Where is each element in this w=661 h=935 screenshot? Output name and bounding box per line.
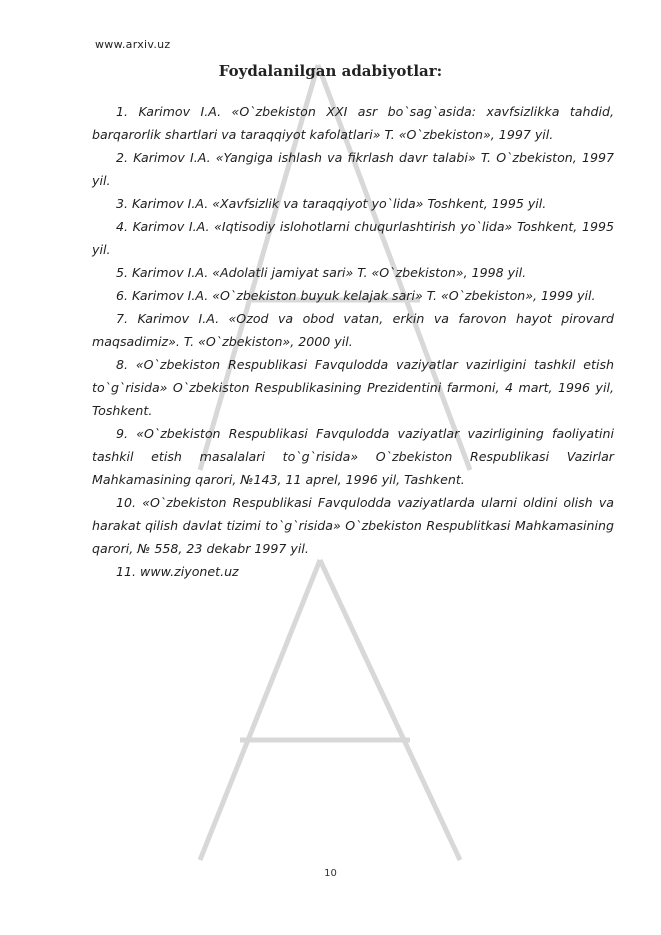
reference-item: 5. Karimov I.A. «Adolatli jamiyat sari» T. «O`zbekiston», 1998 yil. xyxy=(116,265,527,280)
watermark-base-left xyxy=(200,560,320,860)
reference-item: 7. Karimov I.A. «Ozod va obod vatan, erkin va farovon hayot pirovard maqsadimiz». T. «O`zbekiston», 2000 yil. xyxy=(92,311,614,349)
reference-item: 9. «O`zbekiston Respublikasi Favqulodda vaziyatlar vazirligining faoliyatini tashkil etish masalalari to`g`risida» O`zbekiston Respublikasi Vazirlar Mahkamasining qarori, №143, 11 aprel, 1996 yil, Tashkent. xyxy=(92,426,614,487)
site-url: www.arxiv.uz xyxy=(95,38,171,51)
page-number: 10 xyxy=(324,868,337,879)
reference-item: 3. Karimov I.A. «Xavfsizlik va taraqqiyot yo`lida» Toshkent, 1995 yil. xyxy=(116,196,547,211)
reference-item: 4. Karimov I.A. «Iqtisodiy islohotlarni chuqurlashtirish yo`lida» Toshkent, 1995 yil. xyxy=(92,219,614,257)
watermark-base-right xyxy=(320,560,460,860)
reference-item: 1. Karimov I.A. «O`zbekiston XXI asr bo`sag`asida: xavfsizlikka tahdid, barqarorlik shartlari va taraqqiyot kafolatlari» T. «O`zbekiston», 1997 yil. xyxy=(92,104,614,142)
reference-list xyxy=(92,100,614,583)
reference-item: 8. «O`zbekiston Respublikasi Favqulodda vaziyatlar vazirligini tashkil etish to`g`risida» O`zbekiston Respublikasining Prezidentini farmoni, 4 mart, 1996 yil, Toshkent. xyxy=(92,357,614,418)
reference-item: 2. Karimov I.A. «Yangiga ishlash va fikrlash davr talabi» T. O`zbekiston, 1997 yil. xyxy=(92,150,614,188)
page-title: Foydalanilgan adabiyotlar: xyxy=(218,62,443,80)
reference-item-link[interactable]: 11. www.ziyonet.uz xyxy=(116,564,239,579)
reference-item: 10. «O`zbekiston Respublikasi Favqulodda vaziyatlarda ularni oldini olish va harakat qilish davlat tizimi to`g`risida» O`zbekiston Respublitkasi Mahkamasining qarori, № 558, 23 dekabr 1997 yil. xyxy=(92,495,614,556)
reference-item: 6. Karimov I.A. «O`zbekiston buyuk kelajak sari» T. «O`zbekiston», 1999 yil. xyxy=(116,288,596,303)
